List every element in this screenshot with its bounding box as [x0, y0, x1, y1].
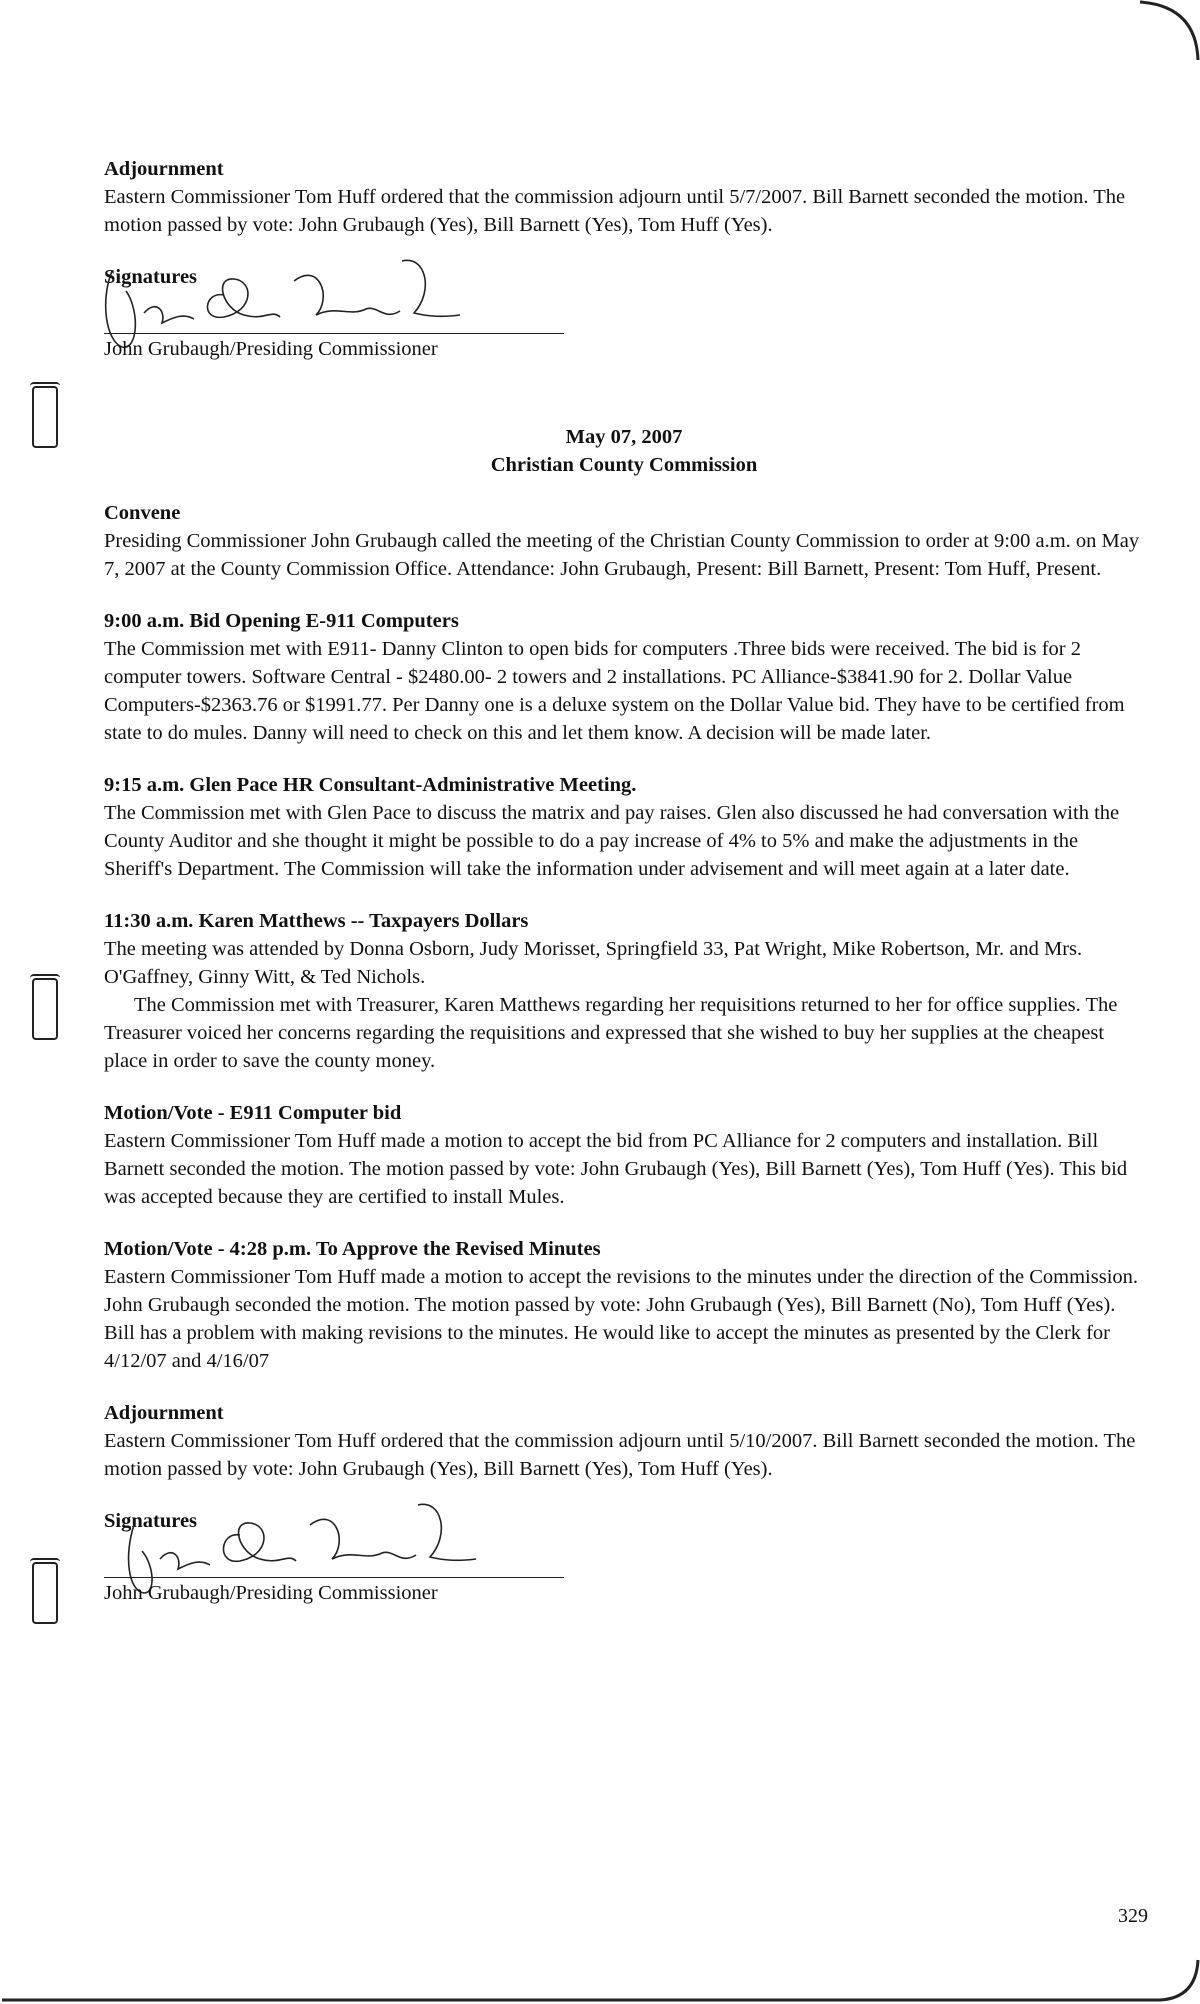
section-heading: 9:00 a.m. Bid Opening E-911 Computers	[104, 610, 459, 632]
section-heading: 11:30 a.m. Karen Matthews -- Taxpayers Dollars	[104, 910, 529, 932]
section-heading: Motion/Vote - E911 Computer bid	[104, 1102, 402, 1124]
section-text: Eastern Commissioner Tom Huff ordered that the commission adjourn until 5/7/2007. Bill Barnett seconded the motion. The motion passed by vote: John Grubaugh (Yes), Bill Barnett (Yes), Tom Huff (Yes).	[104, 186, 1126, 236]
section-heading: Adjournment	[104, 1402, 224, 1424]
punch-hole-top	[32, 386, 58, 448]
section-text: The meeting was attended by Donna Osborn, Judy Morisset, Springfield 33, Pat Wright, Mike Robertson, Mr. and Mrs. O'Gaffney, Ginny Witt, & Ted Nichols.	[104, 938, 1083, 988]
section-text: Presiding Commissioner John Grubaugh called the meeting of the Christian County Commission to order at 9:00 a.m. on May 7, 2007 at the County Commission Office. Attendance: John Grubaugh, Present: Bill Barnett, Present: Tom Huff, Present.	[104, 530, 1140, 580]
signatures-heading: Signatures	[104, 266, 198, 288]
section-text-paragraph-2: The Commission met with Treasurer, Karen Matthews regarding her requisitions returned to her for office supplies. The Treasurer voiced her concerns regarding the requisitions and expressed that she wished to buy her supplies at the cheapest place in order to save the county money.	[104, 994, 1118, 1072]
section-heading: 9:15 a.m. Glen Pace HR Consultant-Administrative Meeting.	[104, 774, 637, 796]
signatures-heading: Signatures	[104, 1510, 198, 1532]
signature-caption: John Grubaugh/Presiding Commissioner	[104, 1582, 438, 1604]
section-text: Eastern Commissioner Tom Huff made a motion to accept the bid from PC Alliance for 2 computers and installation. Bill Barnett seconded the motion. The motion passed by vote: John Grubaugh (Yes), Bill Barnett (Yes), Tom Huff (Yes). This bid was accepted because they are certified to install Mules.	[104, 1130, 1128, 1208]
section-heading: Adjournment	[104, 158, 224, 180]
section-text: The Commission met with E911- Danny Clinton to open bids for computers .Three bids were received. The bid is for 2 computer towers. Software Central - $2480.00- 2 towers and 2 installations. PC Alliance-$3841.90 for 2. Dollar Value Computers-$2363.76 or $1991.77. Per Danny one is a deluxe system on the Dollar Value bid. They have to be certified from state to do mules. Danny will need to check on this and let them know. A decision will be made later.	[104, 638, 1125, 744]
meeting-date: May 07, 2007	[565, 426, 683, 448]
signature-line	[104, 1577, 564, 1578]
bid-opening-section	[104, 607, 1144, 747]
punch-hole-bottom	[32, 1562, 58, 1624]
section-text: Eastern Commissioner Tom Huff made a motion to accept the revisions to the minutes under the direction of the Commission. John Grubaugh seconded the motion. The motion passed by vote: John Grubaugh (Yes), Bill Barnett (No), Tom Huff (Yes). Bill has a problem with making revisions to the minutes. He would like to accept the minutes as presented by the Clerk for 4/12/07 and 4/16/07	[104, 1266, 1139, 1372]
section-text: The Commission met with Glen Pace to discuss the matrix and pay raises. Glen also discussed he had conversation with the County Auditor and she thought it might be possible to do a pay increase of 4% to 5% and make the adjustments in the Sheriff's Department. The Commission will take the information under advisement and will meet again at a later date.	[104, 802, 1120, 880]
signature-caption: John Grubaugh/Presiding Commissioner	[104, 338, 438, 360]
signature-line	[104, 333, 564, 334]
convene-section	[104, 499, 1144, 583]
karen-matthews-section	[104, 907, 1144, 1075]
adjournment-section-1	[104, 155, 1144, 239]
section-text: Eastern Commissioner Tom Huff ordered that the commission adjourn until 5/10/2007. Bill Barnett seconded the motion. The motion passed by vote: John Grubaugh (Yes), Bill Barnett (Yes), Tom Huff (Yes).	[104, 1430, 1136, 1480]
punch-hole-middle	[32, 978, 58, 1040]
document-content	[104, 155, 1144, 1607]
signature-block-1	[104, 263, 1144, 363]
meeting-header	[104, 423, 1144, 479]
motion-minutes-section	[104, 1235, 1144, 1375]
glen-pace-section	[104, 771, 1144, 883]
page-number: 329	[1118, 1905, 1148, 1927]
section-heading: Convene	[104, 502, 181, 524]
meeting-body: Christian County Commission	[490, 454, 758, 476]
section-heading: Motion/Vote - 4:28 p.m. To Approve the Revised Minutes	[104, 1238, 601, 1260]
signature-block-2	[104, 1507, 1144, 1607]
adjournment-section-2	[104, 1399, 1144, 1483]
motion-e911-section	[104, 1099, 1144, 1211]
